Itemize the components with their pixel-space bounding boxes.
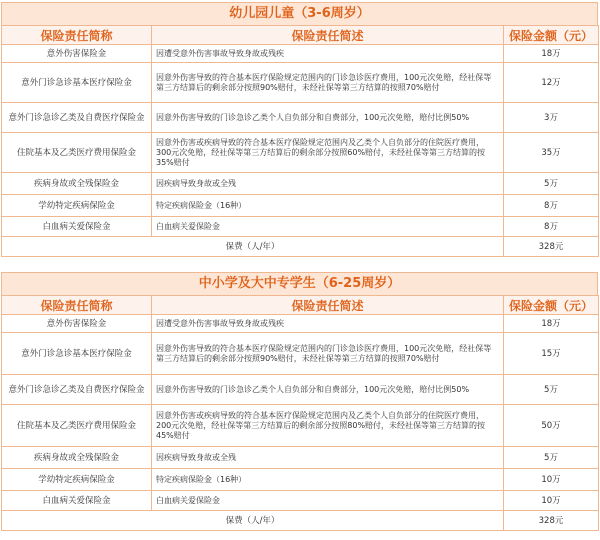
premium-label: 保费（人/年） bbox=[2, 237, 504, 257]
coverage-amount: 35万 bbox=[504, 133, 599, 173]
table-row bbox=[2, 469, 599, 491]
header-coverage-amount: 保险金额（元） bbox=[504, 26, 599, 45]
header-coverage-amount: 保险金额（元） bbox=[504, 296, 599, 315]
header-coverage-desc: 保险责任简述 bbox=[152, 26, 504, 45]
coverage-name: 住院基本及乙类医疗费用保险金 bbox=[2, 133, 152, 173]
table-row bbox=[2, 195, 599, 217]
table-row bbox=[2, 315, 599, 333]
coverage-name: 疾病身故或全残保险金 bbox=[2, 173, 152, 195]
coverage-desc: 特定疾病保险金（16种） bbox=[152, 469, 504, 491]
coverage-name: 白血病关爱保险金 bbox=[2, 491, 152, 511]
coverage-amount: 12万 bbox=[504, 63, 599, 103]
premium-value: 328元 bbox=[504, 511, 599, 531]
coverage-desc: 白血病关爱保险金 bbox=[152, 217, 504, 237]
header-coverage-name: 保险责任简称 bbox=[2, 296, 152, 315]
student-section bbox=[1, 272, 598, 538]
header-coverage-name: 保险责任简称 bbox=[2, 26, 152, 45]
table-header-row bbox=[2, 26, 599, 45]
coverage-desc: 因意外伤害导致的门诊急诊乙类个人自负部分和自费部分，100元次免赔，赔付比例50% bbox=[152, 103, 504, 133]
table-row bbox=[2, 133, 599, 173]
coverage-name: 意外门诊急诊基本医疗保险金 bbox=[2, 333, 152, 375]
table-row bbox=[2, 447, 599, 469]
coverage-desc: 因意外伤害导致的符合基本医疗保险规定范围内的门诊急诊医疗费用，100元次免赔，经社保等第三方结算后的剩余部分按照90%赔付，未经社保等第三方结算的按照70%赔付 bbox=[152, 63, 504, 103]
coverage-amount: 5万 bbox=[504, 447, 599, 469]
coverage-amount: 8万 bbox=[504, 217, 599, 237]
coverage-name: 学幼特定疾病保险金 bbox=[2, 195, 152, 217]
coverage-desc: 因遭受意外伤害事故导致身故或残疾 bbox=[152, 45, 504, 63]
coverage-desc: 因遭受意外伤害事故导致身故或残疾 bbox=[152, 315, 504, 333]
coverage-amount: 10万 bbox=[504, 469, 599, 491]
coverage-desc: 因疾病导致身故或全残 bbox=[152, 447, 504, 469]
coverage-name: 意外伤害保险金 bbox=[2, 45, 152, 63]
coverage-name: 疾病身故或全残保险金 bbox=[2, 447, 152, 469]
premium-value: 328元 bbox=[504, 237, 599, 257]
coverage-amount: 5万 bbox=[504, 173, 599, 195]
table-row bbox=[2, 333, 599, 375]
section-title: 中小学及大中专学生（6-25周岁） bbox=[1, 272, 598, 295]
coverage-amount: 8万 bbox=[504, 195, 599, 217]
table-row bbox=[2, 103, 599, 133]
premium-row bbox=[2, 237, 599, 257]
table-row bbox=[2, 405, 599, 447]
coverage-desc: 因疾病导致身故或全残 bbox=[152, 173, 504, 195]
coverage-amount: 50万 bbox=[504, 405, 599, 447]
coverage-name: 意外门诊急诊乙类及自费医疗保险金 bbox=[2, 375, 152, 405]
table-header-row bbox=[2, 296, 599, 315]
coverage-amount: 10万 bbox=[504, 491, 599, 511]
kindergarten-section bbox=[1, 2, 598, 264]
coverage-name: 学幼特定疾病保险金 bbox=[2, 469, 152, 491]
coverage-name: 白血病关爱保险金 bbox=[2, 217, 152, 237]
coverage-desc: 特定疾病保险金（16种） bbox=[152, 195, 504, 217]
coverage-desc: 因意外伤害或疾病导致的符合基本医疗保险规定范围内及乙类个人自负部分的住院医疗费用，200元次免赔，经社保等第三方结算后的剩余部分按照80%赔付，未经社保等第三方结算的按45%赔付 bbox=[152, 405, 504, 447]
coverage-name: 意外门诊急诊基本医疗保险金 bbox=[2, 63, 152, 103]
header-coverage-desc: 保险责任简述 bbox=[152, 296, 504, 315]
coverage-amount: 18万 bbox=[504, 315, 599, 333]
table-row bbox=[2, 45, 599, 63]
table-row bbox=[2, 375, 599, 405]
table-row bbox=[2, 63, 599, 103]
table-row bbox=[2, 173, 599, 195]
coverage-table bbox=[1, 295, 599, 531]
coverage-name: 意外门诊急诊乙类及自费医疗保险金 bbox=[2, 103, 152, 133]
coverage-amount: 15万 bbox=[504, 333, 599, 375]
coverage-table bbox=[1, 25, 599, 257]
table-row bbox=[2, 491, 599, 511]
coverage-amount: 18万 bbox=[504, 45, 599, 63]
coverage-desc: 因意外伤害导致的符合基本医疗保险规定范围内的门诊急诊医疗费用，100元次免赔，经社保等第三方结算后的剩余部分按照90%赔付，未经社保等第三方结算的按照70%赔付 bbox=[152, 333, 504, 375]
coverage-desc: 白血病关爱保险金 bbox=[152, 491, 504, 511]
premium-row bbox=[2, 511, 599, 531]
section-title: 幼儿园儿童（3-6周岁） bbox=[1, 2, 598, 25]
premium-label: 保费（人/年） bbox=[2, 511, 504, 531]
coverage-desc: 因意外伤害或疾病导致的符合基本医疗保险规定范围内及乙类个人自负部分的住院医疗费用，300元次免赔，经社保等第三方结算后的剩余部分按照60%赔付，未经社保等第三方结算的按35%赔付 bbox=[152, 133, 504, 173]
coverage-desc: 因意外伤害导致的门诊急诊乙类个人自负部分和自费部分，100元次免赔，赔付比例50% bbox=[152, 375, 504, 405]
coverage-amount: 5万 bbox=[504, 375, 599, 405]
table-row bbox=[2, 217, 599, 237]
coverage-name: 意外伤害保险金 bbox=[2, 315, 152, 333]
coverage-name: 住院基本及乙类医疗费用保险金 bbox=[2, 405, 152, 447]
coverage-amount: 3万 bbox=[504, 103, 599, 133]
